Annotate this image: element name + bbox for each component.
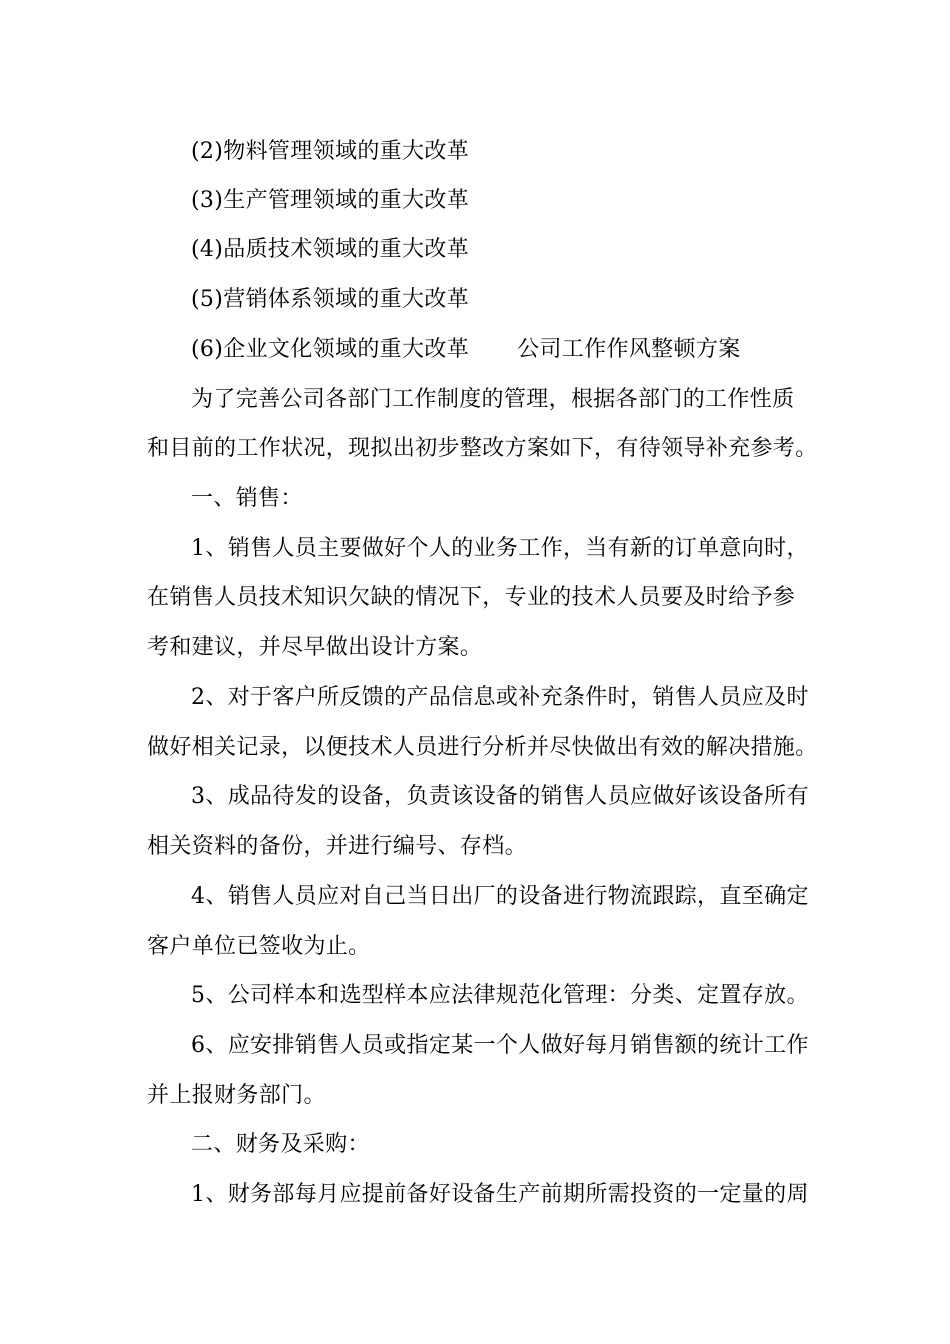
document-title: 公司工作作风整顿方案 [517,337,741,362]
finance-item-1-line-1: 1、财务部每月应提前备好设备生产前期所需投资的一定量的周 [191,1182,809,1207]
reform-item-3: (3)生产管理领域的重大改革 [191,188,470,213]
sales-item-1-line-3: 考和建议，并尽早做出设计方案。 [147,635,483,660]
reform-item-6: (6)企业文化领域的重大改革 [191,337,470,362]
sales-item-6-line-1: 6、应安排销售人员或指定某一个人做好每月销售额的统计工作 [191,1033,809,1058]
section-heading-finance: 二、财务及采购： [191,1132,370,1157]
sales-item-4-line-2: 客户单位已签收为止。 [147,934,371,959]
sales-item-6-line-2: 并上报财务部门。 [147,1083,326,1108]
reform-item-4: (4)品质技术领域的重大改革 [191,237,470,262]
sales-item-1-line-2: 在销售人员技术知识欠缺的情况下，专业的技术人员要及时给予参 [147,585,796,610]
reform-item-6-line [191,335,851,365]
intro-line-1: 为了完善公司各部门工作制度的管理，根据各部门的工作性质 [191,387,795,412]
section-heading-sales: 一、销售： [191,486,303,511]
sales-item-2-line-1: 2、对于客户所反馈的产品信息或补充条件时，销售人员应及时 [191,685,809,710]
reform-item-2: (2)物料管理领域的重大改革 [191,139,470,164]
sales-item-1-line-1: 1、销售人员主要做好个人的业务工作，当有新的订单意向时， [191,536,809,561]
sales-item-3-line-2: 相关资料的备份，并进行编号、存档。 [147,834,527,859]
sales-item-3-line-1: 3、成品待发的设备，负责该设备的销售人员应做好该设备所有 [191,784,809,809]
intro-line-2: 和目前的工作状况，现拟出初步整改方案如下，有待领导补充参考。 [147,436,818,461]
reform-item-5: (5)营销体系领域的重大改革 [191,287,470,312]
sales-item-5-line-1: 5、公司样本和选型样本应法律规范化管理：分类、定置存放。 [191,983,809,1008]
sales-item-4-line-1: 4、销售人员应对自己当日出厂的设备进行物流跟踪，直至确定 [191,884,809,909]
sales-item-2-line-2: 做好相关记录，以便技术人员进行分析并尽快做出有效的解决措施。 [147,735,818,760]
